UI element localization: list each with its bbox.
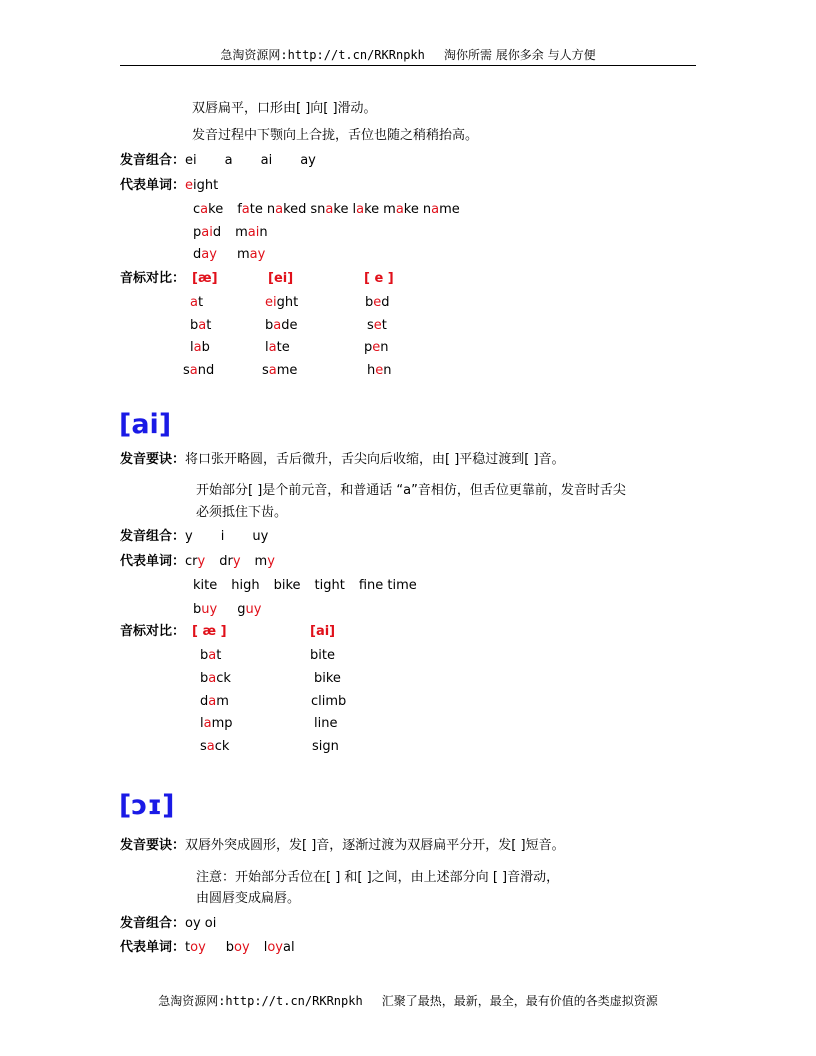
header-url: :http://t.cn/RKRnpkh: [280, 48, 425, 62]
word-part: ke: [364, 202, 380, 217]
word-part: te: [276, 340, 290, 355]
word-part: b: [200, 671, 209, 686]
s2-words-row: [120, 553, 275, 571]
s2-c1-w0: [200, 647, 221, 665]
word-part: b: [190, 318, 199, 333]
word-highlight: a: [208, 671, 217, 686]
word-part: nd: [197, 363, 215, 378]
s2-word-row-2: [193, 577, 417, 595]
word-highlight: ay: [249, 247, 266, 262]
section-heading-ai: [ai]: [119, 409, 172, 440]
combo-item: ai: [260, 153, 273, 168]
s1-combo-row: [120, 152, 316, 170]
word-part: t: [206, 318, 212, 333]
compare-label: 音标对比：: [120, 624, 186, 639]
word-part: n: [380, 340, 389, 355]
word-part: p: [193, 225, 202, 240]
word-highlight: y: [197, 554, 206, 569]
word-part: t: [381, 318, 387, 333]
s2-c1-w1: [200, 670, 231, 688]
word-part: cr: [185, 554, 198, 569]
combo-item: uy: [252, 529, 269, 544]
s1-c3-w0: [365, 294, 390, 312]
word-highlight: a: [203, 716, 212, 731]
combo-item: a: [224, 153, 233, 168]
word-part: m: [235, 225, 248, 240]
word-part: l: [265, 340, 269, 355]
s2-c2-w3: line: [314, 716, 338, 731]
word-highlight: a: [275, 202, 284, 217]
compare-label: 音标对比：: [120, 271, 186, 286]
word-part: s: [183, 363, 190, 378]
words-label: 代表单词：: [120, 178, 186, 193]
word-highlight: a: [200, 202, 209, 217]
s1-c2-w2: [265, 339, 290, 357]
word-part: m: [216, 694, 229, 709]
word-highlight: a: [268, 340, 277, 355]
phonetic-ei: [ei]: [268, 271, 294, 286]
word-part: b: [193, 602, 202, 617]
word-part: n: [422, 202, 432, 217]
word-part: d: [212, 225, 222, 240]
word-highlight: uy: [245, 602, 262, 617]
s1-word-row-4: [193, 246, 265, 264]
word-highlight: e: [375, 363, 384, 378]
s2-combo-row: [120, 528, 268, 546]
words-label: 代表单词：: [120, 940, 186, 955]
word-highlight: a: [208, 694, 217, 709]
s3-note2: 由圆唇变成扁唇。: [196, 891, 301, 906]
word-part: d: [193, 247, 202, 262]
s1-c3-w3: [367, 362, 392, 380]
footer-slogan: 汇聚了最热，最新，最全，最有价值的各类虚拟资源: [381, 994, 658, 1008]
word-part: ck: [216, 671, 231, 686]
word-highlight: y: [267, 554, 275, 569]
s2-note1: 开始部分[ ]是个前元音，和普通话 “a”音相仿，但舌位更靠前，发音时舌尖: [196, 483, 626, 498]
word-part: t: [216, 648, 222, 663]
phonetic-e: [ e ]: [364, 271, 394, 286]
word-part: ght: [276, 295, 299, 310]
word-part: te: [249, 202, 263, 217]
combo-label: 发音组合：: [120, 153, 186, 168]
phonetic-ae: [æ]: [192, 271, 218, 286]
word-highlight: uy: [201, 602, 218, 617]
word-part: d: [381, 295, 390, 310]
word-highlight: a: [193, 340, 202, 355]
s1-c1-w2: [190, 339, 210, 357]
s1-c1-w3: [183, 362, 214, 380]
s1-c3-w1: [367, 317, 387, 335]
word-part: c: [193, 202, 201, 217]
page-footer: [120, 993, 696, 1009]
word-part: ight: [193, 178, 219, 193]
word-part: g: [237, 602, 246, 617]
word-part: h: [367, 363, 376, 378]
s1-c1-w1: [190, 317, 211, 335]
word-highlight: a: [273, 318, 282, 333]
word-part: s: [367, 318, 374, 333]
word-part: l: [263, 940, 268, 955]
key-text: 双唇外突成圆形，发[ ]音，逐渐过渡为双唇扁平分开，发[ ]短音。: [185, 838, 565, 853]
word-part: dr: [219, 554, 233, 569]
word-highlight: oy: [190, 940, 206, 955]
word-part: me: [439, 202, 460, 217]
word-part: d: [200, 694, 209, 709]
s1-c2-w1: [265, 317, 297, 335]
word-highlight: a: [206, 739, 215, 754]
combo-label: 发音组合：: [120, 916, 186, 931]
word-part: l: [200, 716, 204, 731]
s3-combo-row: [120, 915, 216, 933]
header-slogan: 淘你所需 展你多余 与人方便: [443, 48, 596, 62]
s2-note2: 必须抵住下齿。: [196, 505, 288, 520]
s2-c1-w2: [200, 693, 229, 711]
word-part: b: [225, 940, 235, 955]
word-highlight: ai: [247, 225, 260, 240]
word-part: m: [383, 202, 396, 217]
s2-c1-w3: [200, 715, 233, 733]
s3-words-row: [120, 939, 295, 957]
s3-key-row: [120, 837, 565, 855]
word-part: tight: [314, 578, 345, 593]
phonetic-ai: [ai]: [310, 624, 336, 639]
footer-url: :http://t.cn/RKRnpkh: [218, 994, 363, 1008]
words-label: 代表单词：: [120, 554, 186, 569]
word-part: kite: [193, 578, 218, 593]
word-part: fine time: [358, 578, 417, 593]
word-highlight: a: [395, 202, 404, 217]
s2-compare-row: [120, 623, 185, 641]
word-highlight: ay: [201, 247, 217, 262]
combo-label: 发音组合：: [120, 529, 186, 544]
key-text: 将口张开略圆，舌后微升，舌尖向后收缩，由[ ]平稳过渡到[ ]音。: [185, 452, 565, 467]
section-heading-oi: [ɔɪ]: [119, 790, 175, 821]
word-part: n: [266, 202, 276, 217]
word-highlight: a: [431, 202, 440, 217]
combo-item: ei: [185, 153, 197, 168]
word-highlight: ei: [265, 295, 277, 310]
key-label: 发音要诀：: [120, 838, 186, 853]
word-part: b: [365, 295, 374, 310]
word-part: bike: [273, 578, 301, 593]
s1-line1: 双唇扁平，口形由[ ]向[ ]滑动。: [192, 101, 377, 116]
combo-item: y: [185, 529, 193, 544]
word-highlight: oy: [234, 940, 250, 955]
page-header: [120, 47, 696, 66]
word-highlight: oy: [267, 940, 283, 955]
header-site-name: 急淘资源网: [220, 48, 281, 62]
s2-c2-w2: climb: [311, 694, 347, 709]
word-part: ck: [214, 739, 230, 754]
word-part: f: [237, 202, 242, 217]
word-part: mp: [211, 716, 233, 731]
word-part: ke: [333, 202, 349, 217]
word-part: t: [197, 295, 204, 310]
word-part: al: [282, 940, 295, 955]
s2-word-row-3: [193, 601, 261, 619]
word-highlight: a: [268, 363, 277, 378]
s1-word-row-2: [193, 201, 460, 219]
s1-words-row: [120, 177, 218, 195]
s1-c2-w0: [265, 294, 298, 312]
word-highlight: a: [241, 202, 250, 217]
word-part: m: [254, 554, 268, 569]
word-highlight: a: [325, 202, 334, 217]
s1-compare-row: [120, 270, 185, 288]
word-highlight: a: [190, 295, 198, 310]
s1-word-row-3: [193, 224, 268, 242]
combo-item: i: [220, 529, 225, 544]
word-part: t: [185, 940, 191, 955]
word-part: b: [265, 318, 274, 333]
word-highlight: y: [232, 554, 241, 569]
s2-key-row: [120, 451, 565, 469]
word-highlight: e: [185, 178, 194, 193]
s2-c1-w4: [200, 738, 229, 756]
word-part: b: [201, 340, 210, 355]
word-part: ked: [283, 202, 307, 217]
word-highlight: ai: [201, 225, 213, 240]
s1-c1-w0: [190, 294, 203, 312]
word-highlight: a: [208, 648, 217, 663]
s2-c2-w1: bike: [314, 671, 341, 686]
word-part: sn: [310, 202, 326, 217]
word-highlight: e: [373, 318, 382, 333]
s2-c2-w4: sign: [312, 739, 339, 754]
word-part: ke: [403, 202, 419, 217]
word-part: me: [276, 363, 298, 378]
word-highlight: a: [189, 363, 198, 378]
word-part: s: [262, 363, 269, 378]
word-part: de: [281, 318, 298, 333]
combo-item: oy oi: [185, 916, 217, 931]
word-part: n: [259, 225, 268, 240]
phonetic-ae: [ æ ]: [192, 624, 227, 639]
key-label: 发音要诀：: [120, 452, 186, 467]
word-part: s: [200, 739, 207, 754]
s2-c2-w0: bite: [310, 648, 335, 663]
word-highlight: e: [372, 340, 381, 355]
s1-line2: 发音过程中下颚向上合拢，舌位也随之稍稍抬高。: [192, 128, 479, 143]
word-highlight: e: [373, 295, 382, 310]
word-part: l: [352, 202, 357, 217]
s3-note1: 注意：开始部分舌位在[ ] 和[ ]之间，由上述部分向 [ ]音滑动，: [196, 870, 560, 885]
word-part: m: [236, 247, 250, 262]
word-part: high: [231, 578, 260, 593]
s1-c3-w2: [364, 339, 389, 357]
word-part: b: [200, 648, 209, 663]
combo-item: ay: [300, 153, 316, 168]
word-highlight: a: [356, 202, 365, 217]
word-part: p: [364, 340, 373, 355]
s1-c2-w3: [262, 362, 297, 380]
word-highlight: a: [198, 318, 207, 333]
footer-site-name: 急淘资源网: [158, 994, 219, 1008]
word-part: n: [383, 363, 392, 378]
word-part: ke: [208, 202, 224, 217]
word-part: l: [190, 340, 194, 355]
